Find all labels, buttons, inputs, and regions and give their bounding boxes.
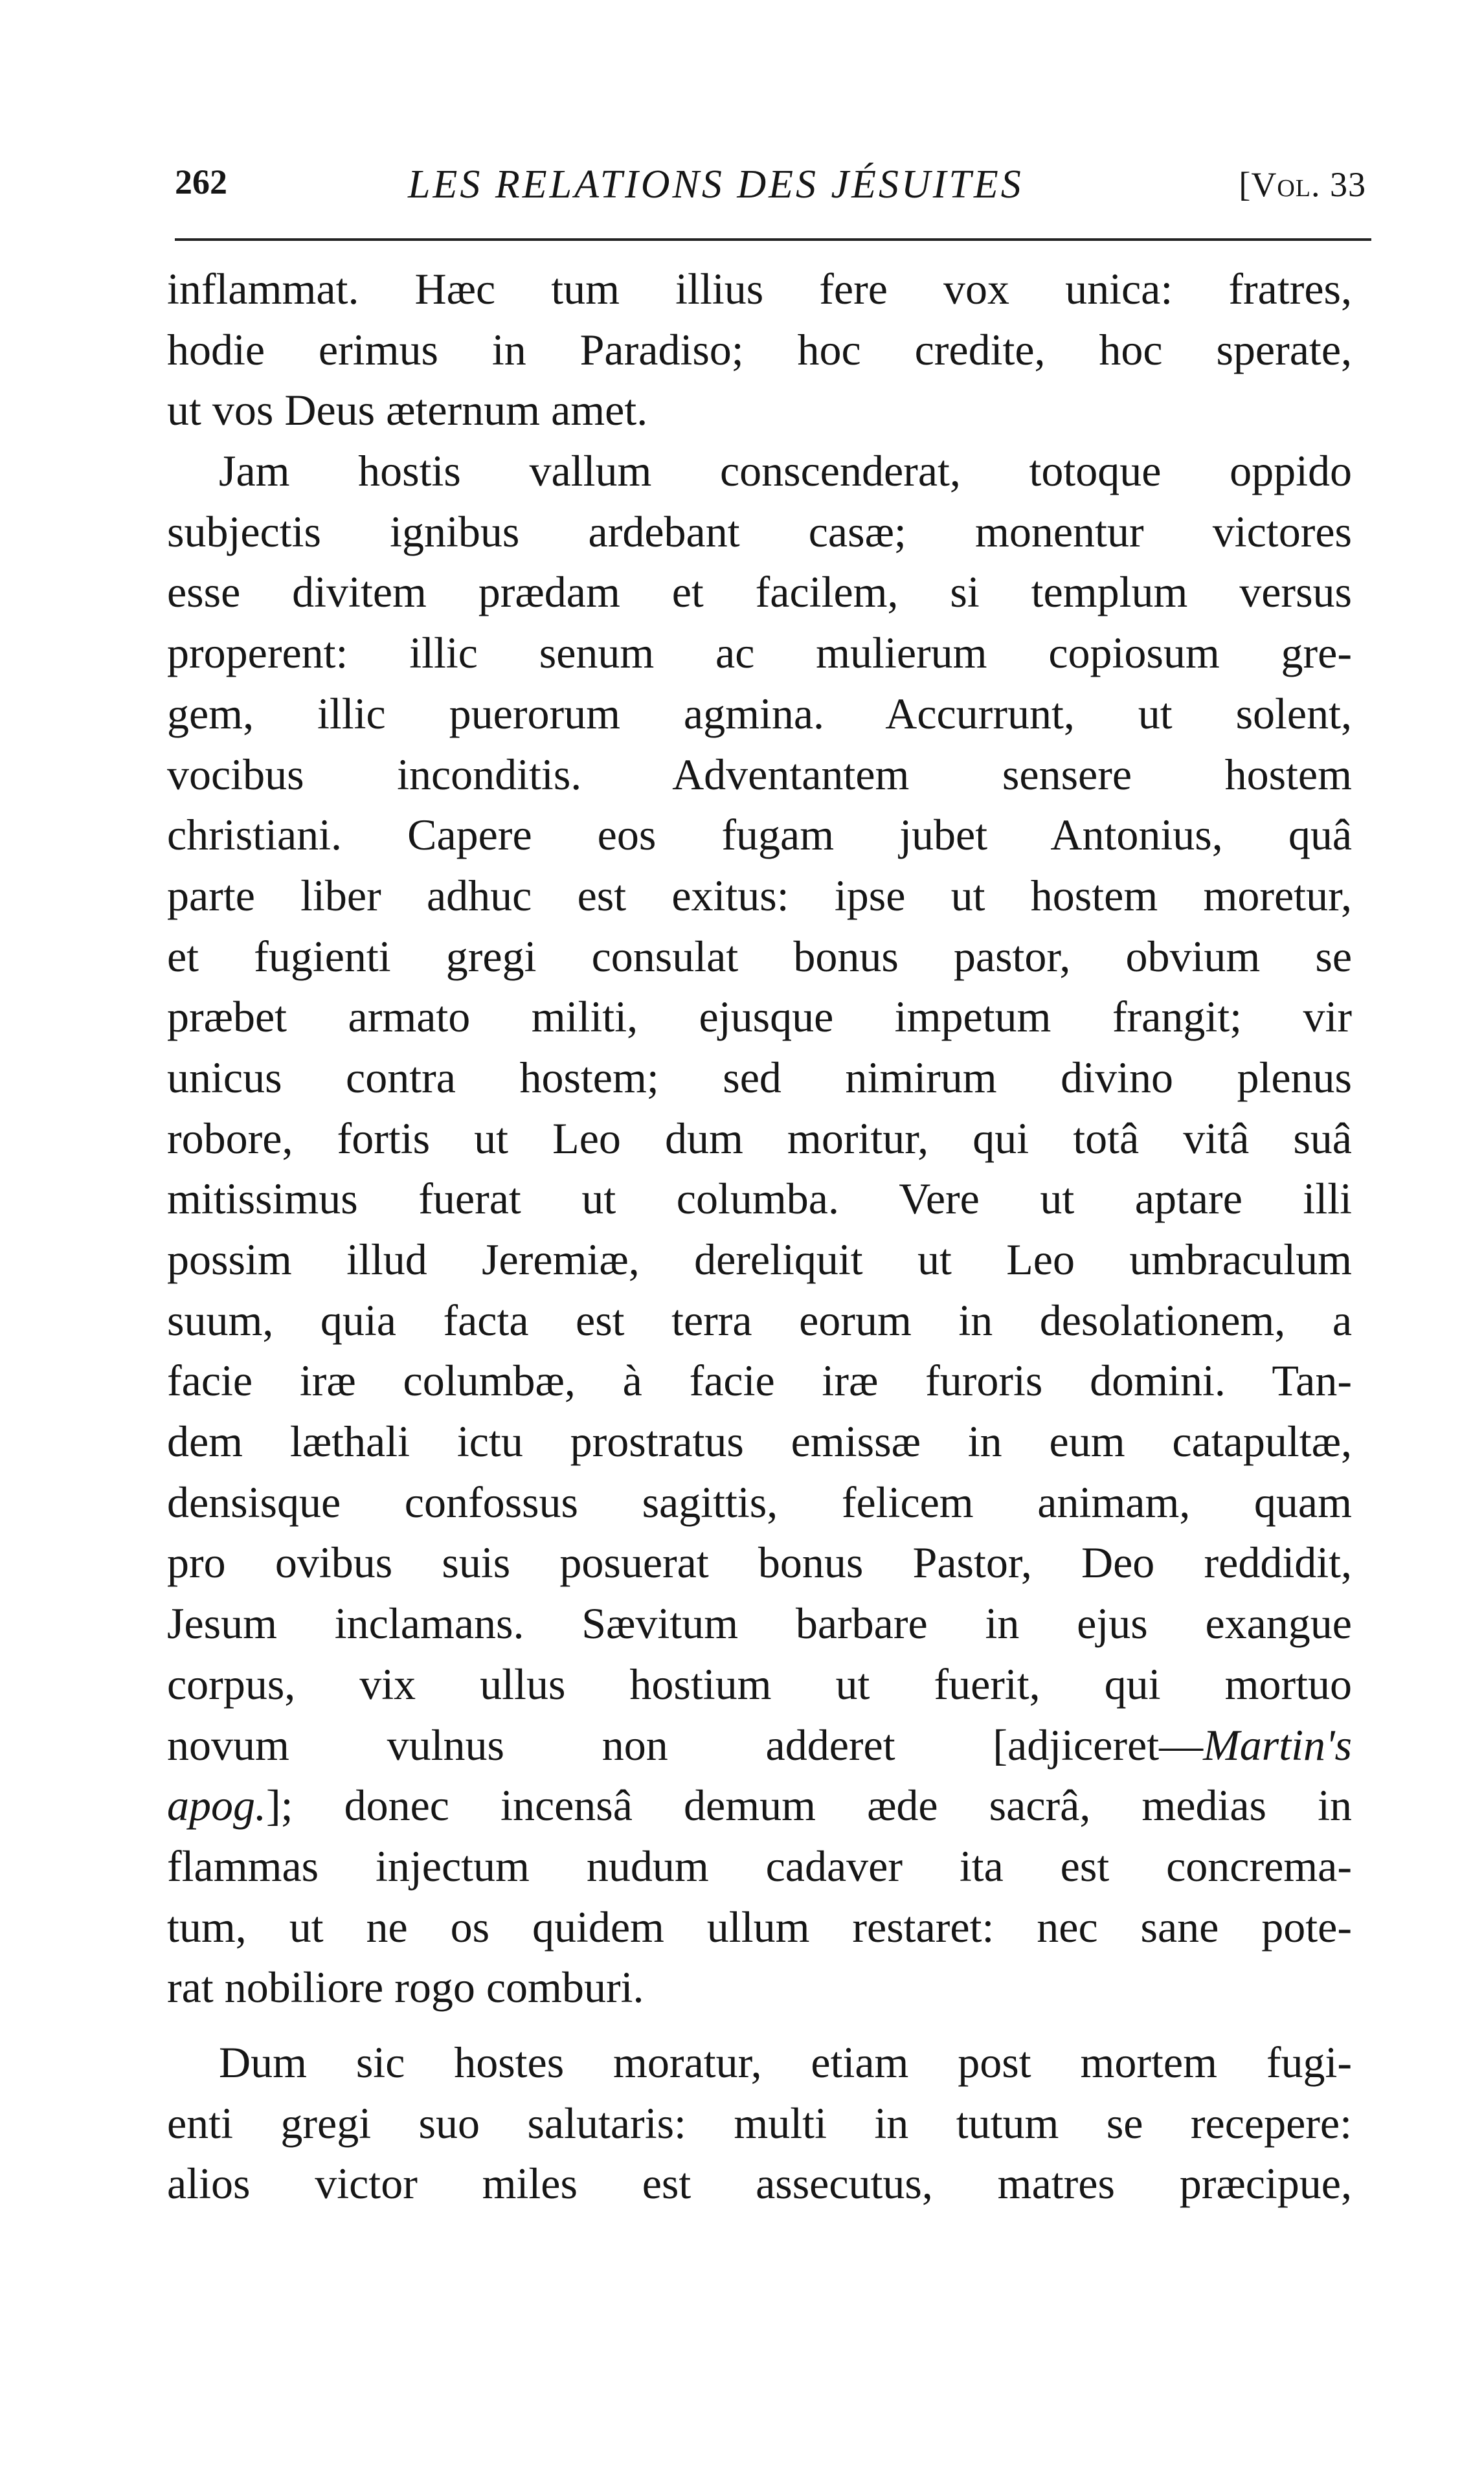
text-line: suum, quia facta est terra eorum in desolationem, a: [167, 1295, 1352, 1345]
running-title: LES RELATIONS DES JÉSUITES: [408, 163, 1024, 207]
text-line: facie iræ columbæ, à facie iræ furoris domini. Tan-: [167, 1356, 1352, 1406]
text-line: subjectis ignibus ardebant casæ; monentur victores: [167, 506, 1352, 556]
text-line: et fugienti gregi consulat bonus pastor, obvium se: [167, 931, 1352, 981]
text-line: ut vos Deus æternum amet.: [167, 385, 648, 435]
volume-label: [Vol. 33: [1239, 165, 1366, 204]
text-fragment: ]; donec incensâ demum æde sacrâ, medias in: [266, 1781, 1352, 1830]
text-line: Dum sic hostes moratur, etiam post mortem fugi-: [219, 2037, 1352, 2087]
citation-line: [167, 1775, 1352, 1836]
citation-source: Martin's: [1203, 1720, 1352, 1770]
text-line: robore, fortis ut Leo dum moritur, qui totâ vitâ suâ: [167, 1113, 1352, 1163]
text-line: inflammat. Hæc tum illius fere vox unica: fratres,: [167, 264, 1352, 313]
citation-abbrev: apog.: [167, 1781, 266, 1830]
text-line: esse divitem prædam et facilem, si templum versus: [167, 567, 1352, 617]
text-line: mitissimus fuerat ut columba. Vere ut aptare illi: [167, 1174, 1352, 1224]
citation-line: [167, 1715, 1352, 1776]
text-line: tum, ut ne os quidem ullum restaret: nec sane pote-: [167, 1902, 1352, 1952]
text-line: enti gregi suo salutaris: multi in tutum se recepere:: [167, 2098, 1352, 2148]
text-line: possim illud Jeremiæ, dereliquit ut Leo umbraculum: [167, 1235, 1352, 1284]
text-line: unicus contra hostem; sed nimirum divino plenus: [167, 1052, 1352, 1102]
text-line: dem læthali ictu prostratus emissæ in eum catapultæ,: [167, 1417, 1352, 1467]
text-line: vocibus inconditis. Adventantem sensere hostem: [167, 749, 1352, 799]
page-number: 262: [175, 163, 227, 201]
body-text: [167, 259, 1352, 2214]
text-line: alios victor miles est assecutus, matres præcipue,: [167, 2159, 1352, 2209]
text-fragment: novum vulnus non adderet [adjiceret—: [167, 1720, 1204, 1770]
paragraph-gap: [167, 2018, 1352, 2032]
running-head: [175, 162, 1373, 220]
text-line: præbet armato militi, ejusque impetum frangit; vir: [167, 992, 1352, 1042]
text-line: corpus, vix ullus hostium ut fuerit, qui mortuo: [167, 1659, 1352, 1709]
header-rule: [175, 238, 1371, 241]
text-line: properent: illic senum ac mulierum copiosum gre-: [167, 628, 1352, 678]
text-line: Jam hostis vallum conscenderat, totoque oppido: [219, 446, 1352, 496]
text-line: flammas injectum nudum cadaver ita est concrema-: [167, 1841, 1352, 1891]
text-line: Jesum inclamans. Sævitum barbare in ejus exangue: [167, 1599, 1352, 1649]
text-line: rat nobiliore rogo comburi.: [167, 1963, 644, 2012]
text-line: parte liber adhuc est exitus: ipse ut hostem moretur,: [167, 870, 1352, 920]
text-line: hodie erimus in Paradiso; hoc credite, hoc sperate,: [167, 324, 1352, 374]
text-line: gem, illic puerorum agmina. Accurrunt, ut solent,: [167, 688, 1352, 738]
text-line: pro ovibus suis posuerat bonus Pastor, Deo reddidit,: [167, 1538, 1352, 1588]
text-line: christiani. Capere eos fugam jubet Antonius, quâ: [167, 810, 1352, 860]
text-line: densisque confossus sagittis, felicem animam, quam: [167, 1477, 1352, 1527]
